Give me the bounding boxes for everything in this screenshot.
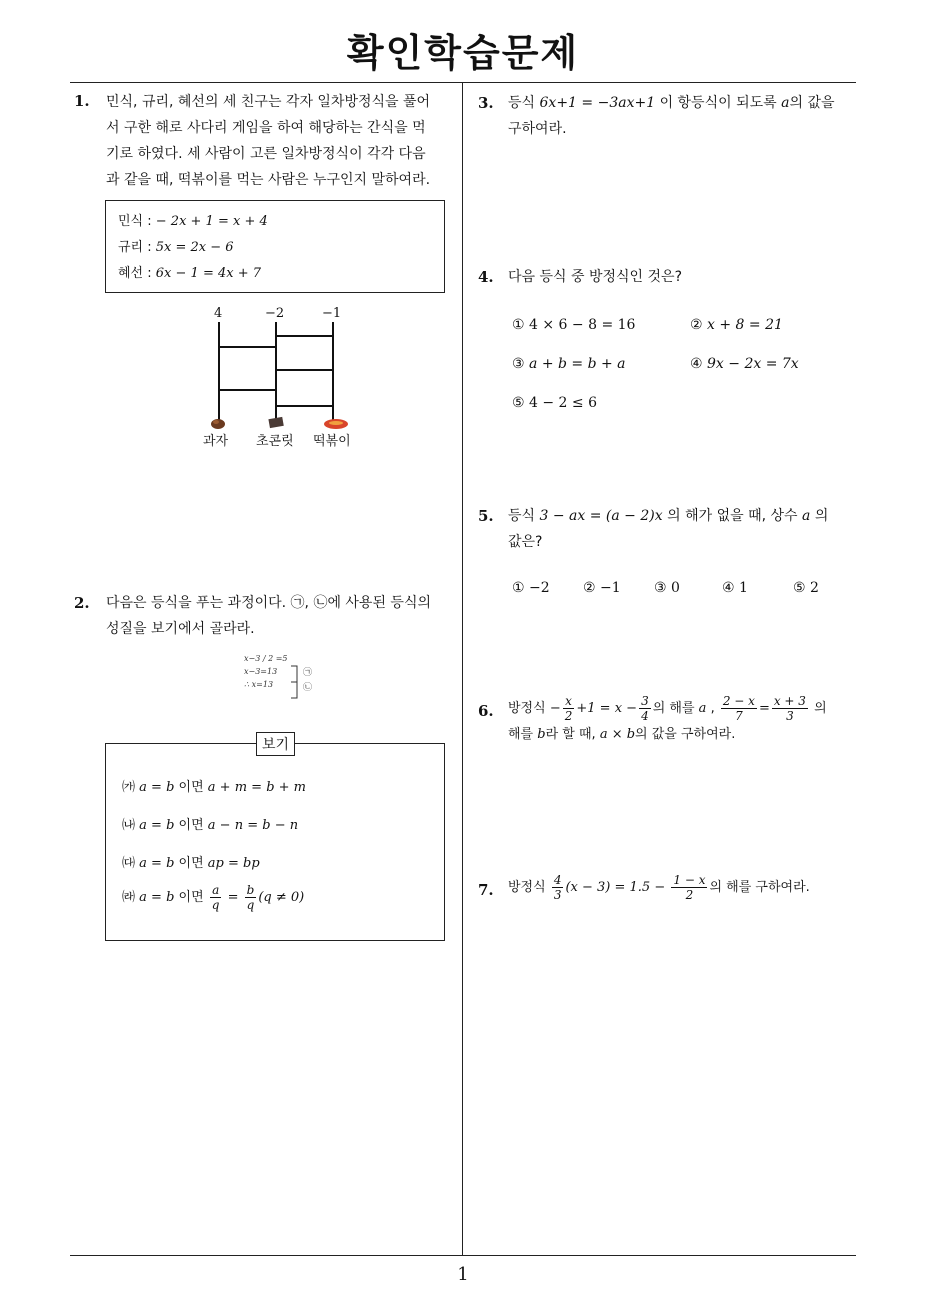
choice-item[interactable]: ② −1 <box>583 580 621 596</box>
ladder-diagram <box>200 322 360 434</box>
equation-row: 혜선 : 6x − 1 = 4x + 7 <box>118 266 261 281</box>
ladder-top-label: −2 <box>265 306 285 321</box>
problem-1-text <box>106 89 456 193</box>
ladder-top-label: 4 <box>214 306 223 321</box>
choice-item[interactable]: ① −2 <box>512 580 550 596</box>
choice-item[interactable]: ⑤ 2 <box>793 580 819 596</box>
bogi-item: ㈏ a = b 이면 a − n = b − n <box>122 818 299 833</box>
problem-5-text: 등식 3 − ax = (a − 2)x 의 해가 없을 때, 상수 a 의 값은? <box>508 508 829 550</box>
problem-1-line: 과 같을 때, 떡볶이를 먹는 사람은 누구인지 말하여라. <box>106 172 431 188</box>
problem-3-text: 등식 6x+1 = −3ax+1 이 항등식이 되도록 a의 값을 구하여라. <box>508 95 835 137</box>
problem-7-text: 방정식 $\frac{4}{3}$ (x − 3) = 1.5 − $\frac{1 - x}{2}$ 의 해를 구하여라. <box>508 873 810 902</box>
solution-step: ∴ x=13 <box>244 680 274 689</box>
choice-item[interactable]: ③ a + b = b + a <box>512 356 626 372</box>
marker-label: ㉠ <box>303 668 313 678</box>
choice-item[interactable]: ② x + 8 = 21 <box>690 317 783 333</box>
choice-item[interactable]: ④ 9x − 2x = 7x <box>690 356 799 372</box>
solution-step: x−3 / 2 =5 <box>244 654 288 663</box>
tteokbokki-icon <box>324 419 348 429</box>
problem-2-text <box>106 590 456 642</box>
prize-label: 떡볶이 <box>313 434 351 449</box>
bogi-box <box>105 737 445 941</box>
problem-4-number: 4. <box>478 268 494 286</box>
step-bracket-icon <box>289 664 303 700</box>
problem-4-question: 다음 등식 중 방정식인 것은? <box>508 269 682 285</box>
solution-step: x−3=13 <box>244 667 278 676</box>
choice-item[interactable]: ① 4 × 6 − 8 = 16 <box>512 317 636 333</box>
snack-icon <box>211 419 225 429</box>
column-divider <box>462 83 463 1255</box>
solution-steps <box>244 652 288 691</box>
problem-6-text: 방정식 − $\frac{x}{2}$ +1 = x − $\frac{3}{4}$ 의 해를 a , $\frac{2 - x}{7}$ = $\frac{x + 3}{3}$ 의 해를 b라 할 때, a × b의 값을 구하여라. <box>508 694 827 742</box>
ladder-top-label: −1 <box>322 306 342 321</box>
step-markers <box>303 666 312 696</box>
prize-label: 초콘릿 <box>256 434 294 449</box>
bogi-item: ㈎ a = b 이면 a + m = b + m <box>122 780 306 795</box>
problem-2-number: 2. <box>74 594 90 612</box>
bogi-item: ㈐ a = b 이면 ap = bp <box>122 856 260 871</box>
equation-row: 민식 : − 2x + 1 = x + 4 <box>118 214 268 229</box>
bogi-item: ㈑ a = b 이면 $\frac{a}{q}$ = $\frac{b}{q}$ (q ≠ 0) <box>122 883 305 912</box>
choice-item[interactable]: ④ 1 <box>722 580 748 596</box>
top-rule <box>70 82 856 83</box>
equation-box <box>105 200 445 293</box>
problem-5-number: 5. <box>478 507 494 525</box>
equation-row: 규리 : 5x = 2x − 6 <box>118 240 234 255</box>
problem-1-line: 기로 하였다. 세 사람이 고른 일차방정식이 각각 다음 <box>106 146 426 162</box>
problem-2-line: 다음은 등식을 푸는 과정이다. ㉠, ㉡에 사용된 등식의 <box>106 595 432 611</box>
problem-1-number: 1. <box>74 92 90 110</box>
choice-item[interactable]: ⑤ 4 − 2 ≤ 6 <box>512 395 597 411</box>
chocolate-icon <box>268 417 283 428</box>
problem-7-number: 7. <box>478 881 494 899</box>
prize-label: 과자 <box>203 434 229 449</box>
problem-1-line: 서 구한 해로 사다리 게임을 하여 해당하는 간식을 먹 <box>106 120 426 136</box>
problem-2-line: 성질을 보기에서 골라라. <box>106 621 255 637</box>
problem-6-number: 6. <box>478 702 494 720</box>
marker-label: ㉡ <box>303 683 313 693</box>
page-number: 1 <box>457 1264 469 1285</box>
bogi-title: 보기 <box>256 732 295 756</box>
page-title: 확인학습문제 <box>346 31 580 75</box>
problem-1-line: 민식, 규리, 혜선의 세 친구는 각자 일차방정식을 풀어 <box>106 94 431 110</box>
bottom-rule <box>70 1255 856 1256</box>
problem-3-number: 3. <box>478 94 494 112</box>
choice-item[interactable]: ③ 0 <box>654 580 680 596</box>
